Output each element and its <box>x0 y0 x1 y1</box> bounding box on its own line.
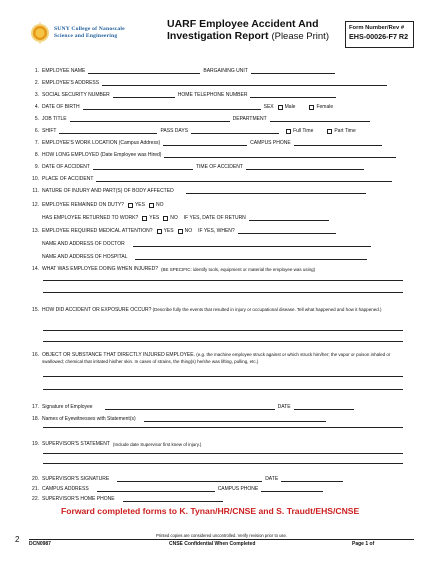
shift-label: SHIFT <box>42 128 57 134</box>
field-row-nature: 11. NATURE OF INJURY AND PART(S) OF BODY AFFECTED <box>29 186 369 194</box>
full-time-label: Full Time <box>293 128 314 134</box>
supervisor-campus-phone-label: CAMPUS PHONE <box>217 486 259 492</box>
logo-line-2: Science and Engineering <box>54 33 118 39</box>
remained-yes-checkbox[interactable] <box>128 203 133 208</box>
employee-name-label: EMPLOYEE NAME <box>42 68 86 74</box>
supervisor-statement-label: SUPERVISOR'S STATEMENT <box>42 441 110 447</box>
time-of-accident-label: TIME OF ACCIDENT <box>195 164 243 170</box>
supervisor-signature-label: SUPERVISOR'S SIGNATURE <box>42 476 110 482</box>
campus-address-label: CAMPUS ADDRESS <box>42 486 89 492</box>
supervisor-home-phone-input[interactable] <box>123 497 223 502</box>
pass-days-label: PASS DAYS <box>160 128 189 134</box>
page-indicator: Page 1 of <box>352 541 375 547</box>
place-of-accident-input[interactable] <box>96 177 392 182</box>
form-page <box>29 18 414 548</box>
title-line-1: UARF Employee Accident And <box>167 18 319 30</box>
field-row-signature: 17. Signature of Employee DATE <box>29 402 357 410</box>
part-time-label: Part Time <box>334 128 356 134</box>
field-row-how-occur: 15. HOW DID ACCIDENT OR EXPOSURE OCCUR? (Describe fully the events that resulted in injury or occupational disease. Tell what happened and how it happened.) <box>32 307 382 313</box>
page-number: 2 <box>15 535 20 544</box>
field-row-object: 16. OBJECT OR SUBSTANCE THAT DIRECTLY INJURED EMPLOYEE. (e.g. the machine employee struck against or which struck him/her; the vapor or poison inhaled or swallowed; chemical that irritated his/her skin. In cases of strains, the thing(s) he/she was lifting, pulling, etc.) <box>32 352 391 364</box>
home-phone-label: HOME TELEPHONE NUMBER <box>177 92 248 98</box>
field-row-ssn: 3. SOCIAL SECURITY NUMBER HOME TELEPHONE NUMBER <box>29 90 339 98</box>
employee-address-input[interactable] <box>102 81 387 86</box>
field-row-returned-to-work: HAS EMPLOYEE RETURNED TO WORK? YES NO IF YES, DATE OF RETURN <box>29 213 332 221</box>
job-title-label: JOB TITLE <box>42 116 67 122</box>
campus-phone-input[interactable] <box>294 141 382 146</box>
returned-no-checkbox[interactable] <box>163 216 168 221</box>
how-occur-line-1[interactable] <box>43 330 403 331</box>
field-row-how-long: 8. HOW LONG EMPLOYED (Date Employee was Hired) <box>29 150 399 158</box>
medical-no-checkbox[interactable] <box>178 229 183 234</box>
field-row-work-location: 7. EMPLOYEE'S WORK LOCATION (Campus Address) CAMPUS PHONE <box>29 138 385 146</box>
object-note: (e.g. the machine employee struck against or which struck him/her; the vapor or poison inhaled or swallowed; chemical that irritated his/her skin. In cases of strains, the thing(s) he/she was lifting, pulling, etc.) <box>42 352 391 364</box>
field-row-supervisor-signature: 20. SUPERVISOR'S SIGNATURE DATE <box>29 474 346 482</box>
field-row-address: 2. EMPLOYEE'S ADDRESS <box>29 78 390 86</box>
ssn-input[interactable] <box>113 93 175 98</box>
how-long-employed-input[interactable] <box>164 153 396 158</box>
work-location-label: EMPLOYEE'S WORK LOCATION (Campus Address) <box>42 140 161 146</box>
medical-attention-label: EMPLOYEE REQUIRED MEDICAL ATTENTION? <box>42 228 153 234</box>
supervisor-signature-input[interactable] <box>117 477 262 482</box>
eyewitnesses-line-2[interactable] <box>43 427 403 428</box>
work-location-input[interactable] <box>163 141 247 146</box>
supervisor-date-label: DATE <box>265 476 279 482</box>
if-yes-when-input[interactable] <box>238 229 336 234</box>
field-row-supervisor-statement: 19. SUPERVISOR'S STATEMENT (Include date Supervisor first knew of injury.) <box>32 441 202 447</box>
field-row-medical: 13. EMPLOYEE REQUIRED MEDICAL ATTENTION? YES NO IF YES, WHEN? <box>29 226 339 234</box>
date-of-return-input[interactable] <box>249 216 329 221</box>
doctor-input[interactable] <box>133 242 371 247</box>
male-label: Male <box>284 104 296 110</box>
supervisor-date-input[interactable] <box>281 477 343 482</box>
forward-instructions: Forward completed forms to K. Tynan/HR/CNSE and S. Traudt/EHS/CNSE <box>61 506 360 516</box>
home-phone-input[interactable] <box>250 93 336 98</box>
bargaining-unit-input[interactable] <box>251 69 335 74</box>
title-line-2: Investigation Report <box>167 30 269 42</box>
eyewitnesses-input[interactable] <box>144 417 326 422</box>
sun-logo-icon <box>29 22 51 44</box>
form-number-box <box>345 21 414 48</box>
returned-yes-checkbox[interactable] <box>142 216 147 221</box>
department-label: DEPARTMENT <box>232 116 267 122</box>
signature-date-label: DATE <box>277 404 291 410</box>
campus-address-input[interactable] <box>97 487 215 492</box>
how-occur-label: HOW DID ACCIDENT OR EXPOSURE OCCUR? <box>42 307 152 313</box>
date-of-return-label: IF YES, DATE OF RETURN <box>183 215 246 221</box>
field-row-doctor <box>29 239 374 247</box>
nature-of-injury-label: NATURE OF INJURY AND PART(S) OF BODY AFFECTED <box>42 188 174 194</box>
cnse-logo <box>29 20 159 46</box>
supervisor-statement-line-1[interactable] <box>43 453 403 454</box>
what-doing-label: WHAT WAS EMPLOYEE DOING WHEN INJURED? <box>42 266 159 272</box>
eyewitnesses-label: Names of Eyewitnesses with Statement(s) <box>42 416 136 422</box>
field-row-employee-name: 1. EMPLOYEE NAME BARGAINING UNIT <box>29 66 338 74</box>
remained-on-duty-label: EMPLOYEE REMAINED ON DUTY? <box>42 202 124 208</box>
object-line-2[interactable] <box>43 389 403 390</box>
remained-no-checkbox[interactable] <box>149 203 154 208</box>
title-suffix: (Please Print) <box>271 31 329 42</box>
supervisor-statement-line-2[interactable] <box>43 463 403 464</box>
field-row-eyewitnesses: 18. Names of Eyewitnesses with Statement(s) <box>29 414 329 422</box>
nature-of-injury-input[interactable] <box>186 189 366 194</box>
employee-signature-label: Signature of Employee <box>42 404 93 410</box>
field-row-hospital <box>29 252 370 260</box>
sex-label: SEX <box>263 104 274 110</box>
how-occur-note: (Describe fully the events that resulted in injury or occupational disease. Tell what happened and how it happened.) <box>152 307 382 312</box>
doctor-label: NAME AND ADDRESS OF DOCTOR <box>42 241 125 247</box>
form-title <box>167 18 342 43</box>
printed-copies-note: Printed copies are considered uncontrolled. Verify revision prior to use. <box>155 533 288 538</box>
employee-signature-input[interactable] <box>105 405 275 410</box>
field-row-what-doing: 14. WHAT WAS EMPLOYEE DOING WHEN INJURED? (BE SPECIFIC: identify tools, equipment or material the employee was using) <box>32 266 316 272</box>
field-row-date-accident: 9. DATE OF ACCIDENT TIME OF ACCIDENT <box>29 162 367 170</box>
department-input[interactable] <box>270 117 370 122</box>
what-doing-line-1[interactable] <box>43 280 403 281</box>
field-row-home-phone: 22. SUPERVISOR'S HOME PHONE <box>29 494 226 502</box>
job-title-input[interactable] <box>70 117 230 122</box>
shift-input[interactable] <box>59 129 157 134</box>
field-row-job-title: 5. JOB TITLE DEPARTMENT <box>29 114 373 122</box>
ssn-label: SOCIAL SECURITY NUMBER <box>42 92 110 98</box>
returned-to-work-label: HAS EMPLOYEE RETURNED TO WORK? <box>42 215 139 221</box>
supervisor-campus-phone-input[interactable] <box>261 487 323 492</box>
field-row-campus-address: 21. CAMPUS ADDRESS CAMPUS PHONE <box>29 484 326 492</box>
supervisor-statement-note: (Include date Supervisor first knew of injury.) <box>112 441 202 447</box>
time-of-accident-input[interactable] <box>246 165 364 170</box>
what-doing-line-2[interactable] <box>43 292 403 293</box>
part-time-checkbox[interactable] <box>327 129 332 134</box>
field-row-place: 10. PLACE OF ACCIDENT <box>29 174 395 182</box>
how-long-employed-label: HOW LONG EMPLOYED (Date Employee was Hired) <box>42 152 162 158</box>
dob-label: DATE OF BIRTH <box>42 104 80 110</box>
object-line-1[interactable] <box>43 376 403 377</box>
place-of-accident-label: PLACE OF ACCIDENT <box>42 176 94 182</box>
confidential-note: CNSE Confidential When Completed <box>169 541 256 547</box>
object-label: OBJECT OR SUBSTANCE THAT DIRECTLY INJURED EMPLOYEE. <box>42 352 195 358</box>
female-checkbox[interactable] <box>309 105 314 110</box>
how-occur-line-2[interactable] <box>43 341 403 342</box>
employee-name-input[interactable] <box>88 69 200 74</box>
dob-input[interactable] <box>83 105 261 110</box>
female-label: Female <box>316 104 334 110</box>
signature-date-input[interactable] <box>294 405 354 410</box>
male-checkbox[interactable] <box>278 105 283 110</box>
pass-days-input[interactable] <box>191 129 279 134</box>
field-row-shift: 6. SHIFT PASS DAYS Full Time Part Time <box>34 128 356 134</box>
medical-yes-checkbox[interactable] <box>157 229 162 234</box>
if-yes-when-label: IF YES, WHEN? <box>198 228 235 234</box>
employee-address-label: EMPLOYEE'S ADDRESS <box>42 80 100 86</box>
form-number-value: EHS-00026-F7 R2 <box>349 32 409 41</box>
footer-divider <box>29 539 414 540</box>
campus-phone-label: CAMPUS PHONE <box>250 140 291 146</box>
logo-line-1: SUNY College of Nanoscale <box>54 26 125 32</box>
supervisor-home-phone-label: SUPERVISOR'S HOME PHONE <box>42 496 115 502</box>
what-doing-note: (BE SPECIFIC: identify tools, equipment or material the employee was using) <box>161 266 316 272</box>
full-time-checkbox[interactable] <box>286 129 291 134</box>
field-row-dob: 4. DATE OF BIRTH SEX Male Female <box>34 104 334 110</box>
field-row-remained-on-duty: 12. EMPLOYEE REMAINED ON DUTY? YES NO <box>32 202 164 208</box>
date-of-accident-label: DATE OF ACCIDENT <box>42 164 90 170</box>
hospital-label: NAME AND ADDRESS OF HOSPITAL <box>42 254 128 260</box>
hospital-input[interactable] <box>135 255 367 260</box>
doc-id: DCN0987 <box>29 541 51 547</box>
form-number-label: Form Number/Rev # <box>349 25 405 31</box>
bargaining-unit-label: BARGAINING UNIT <box>203 68 248 74</box>
date-of-accident-input[interactable] <box>93 165 193 170</box>
